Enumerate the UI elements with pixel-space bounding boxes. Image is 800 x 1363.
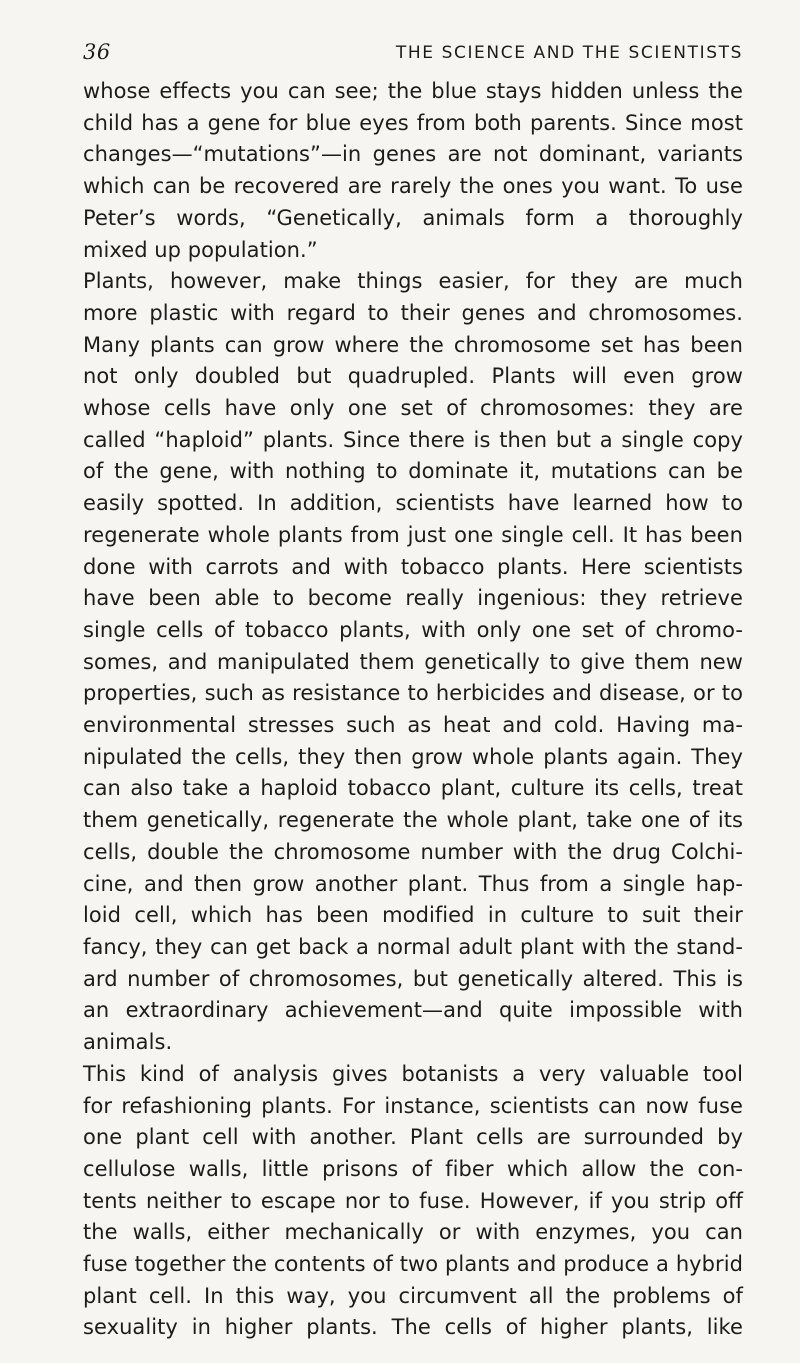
running-head <box>83 40 743 68</box>
text-line: more plastic with regard to their genes and chromosomes. <box>83 300 743 325</box>
text-line: loid cell, which has been modified in culture to suit their <box>83 903 743 928</box>
text-line: called “haploid” plants. Since there is then but a single copy <box>83 427 743 452</box>
text-line: sexuality in higher plants. The cells of higher plants, like <box>83 1315 743 1340</box>
text-line: This kind of analysis gives botanists a very valuable tool <box>83 1061 743 1086</box>
text-line: which can be recovered are rarely the ones you want. To use <box>83 174 743 199</box>
text-line: the walls, either mechanically or with enzymes, you can <box>83 1220 743 1245</box>
text-line: fancy, they can get back a normal adult plant with the stand- <box>83 934 743 959</box>
text-line: can also take a haploid tobacco plant, culture its cells, treat <box>83 776 743 801</box>
text-line: done with carrots and with tobacco plants. Here scientists <box>83 554 743 579</box>
book-page <box>83 40 743 1344</box>
text-line: cine, and then grow another plant. Thus from a single hap- <box>83 871 743 896</box>
running-title: THE SCIENCE AND THE SCIENTISTS <box>395 43 743 63</box>
text-line: them genetically, regenerate the whole plant, take one of its <box>83 808 743 833</box>
text-line: not only doubled but quadrupled. Plants will even grow <box>83 364 743 389</box>
text-line: nipulated the cells, they then grow whole plants again. They <box>83 744 743 769</box>
text-line: fuse together the contents of two plants and produce a hybrid <box>83 1252 743 1277</box>
text-line: ard number of chromosomes, but genetically altered. This is <box>83 966 743 991</box>
text-line: Peter’s words, “Genetically, animals form a thoroughly <box>83 205 743 230</box>
text-line: have been able to become really ingenious: they retrieve <box>83 586 743 611</box>
body-text <box>83 76 743 1344</box>
text-line: tents neither to escape nor to fuse. However, if you strip off <box>83 1188 743 1213</box>
text-line: an extraordinary achievement—and quite impossible with <box>83 998 743 1023</box>
text-line: whose effects you can see; the blue stays hidden unless the <box>83 79 743 103</box>
text-line: changes—“mutations”—in genes are not dominant, variants <box>83 142 743 167</box>
text-line: environmental stresses such as heat and cold. Having ma- <box>83 713 743 738</box>
text-line: Many plants can grow where the chromosome set has been <box>83 332 743 357</box>
text-line: cellulose walls, little prisons of fiber which allow the con- <box>83 1156 743 1181</box>
text-line: for refashioning plants. For instance, scientists can now fuse <box>83 1093 743 1118</box>
text-line: regenerate whole plants from just one single cell. It has been <box>83 522 743 547</box>
text-line: of the gene, with nothing to dominate it, mutations can be <box>83 459 743 484</box>
text-line: single cells of tobacco plants, with only one set of chromo- <box>83 617 743 642</box>
text-line: properties, such as resistance to herbicides and disease, or to <box>83 681 743 706</box>
page-number: 36 <box>83 40 111 64</box>
text-line: easily spotted. In addition, scientists have learned how to <box>83 491 743 516</box>
text-line: mixed up population.” <box>83 237 318 262</box>
text-line: somes, and manipulated them genetically to give them new <box>83 649 743 674</box>
text-line: one plant cell with another. Plant cells are surrounded by <box>83 1125 743 1150</box>
text-line: Plants, however, make things easier, for they are much <box>83 269 743 294</box>
text-line: plant cell. In this way, you circumvent all the problems of <box>83 1283 743 1308</box>
text-line: whose cells have only one set of chromosomes: they are <box>83 396 743 421</box>
text-line: child has a gene for blue eyes from both parents. Since most <box>83 110 743 135</box>
text-line: animals. <box>83 1030 173 1055</box>
text-line: cells, double the chromosome number with the drug Colchi- <box>83 839 743 864</box>
